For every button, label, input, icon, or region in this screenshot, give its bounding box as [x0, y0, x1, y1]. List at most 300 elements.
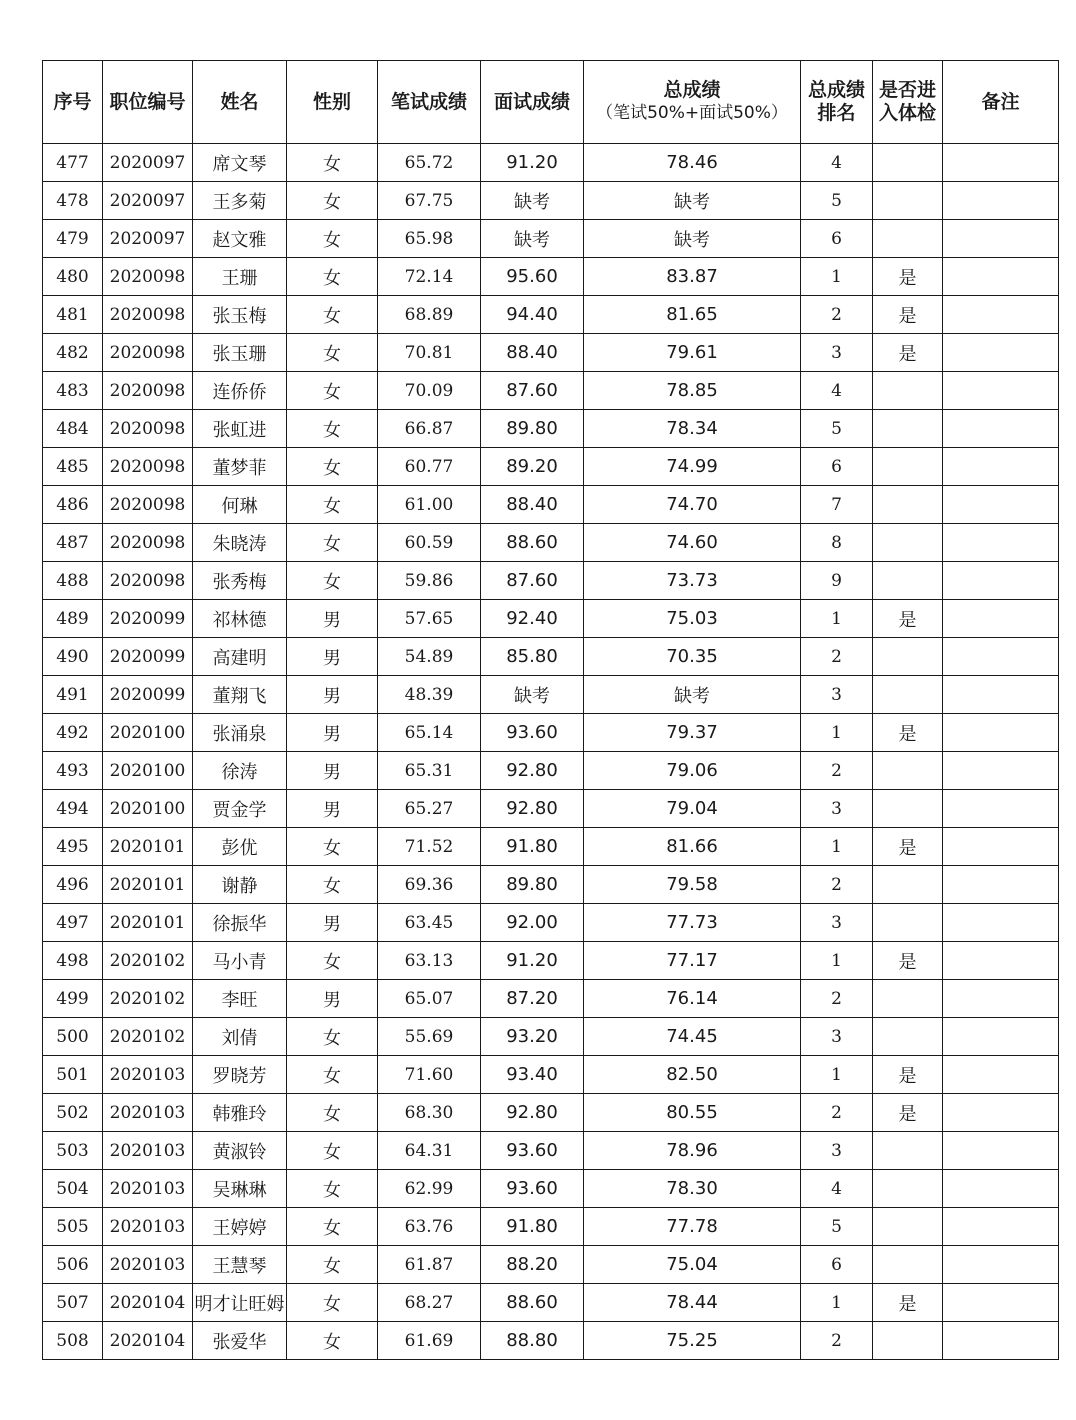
header-written-score: 笔试成绩	[378, 61, 481, 144]
cell-interview-score: 缺考	[481, 676, 584, 714]
cell-total-score: 81.66	[584, 828, 801, 866]
cell-interview-score: 88.20	[481, 1246, 584, 1284]
cell-interview-score: 缺考	[481, 220, 584, 258]
cell-physical-exam: 是	[873, 714, 943, 752]
cell-gender: 男	[287, 904, 378, 942]
cell-seq: 504	[43, 1170, 103, 1208]
cell-written-score: 65.27	[378, 790, 481, 828]
cell-remarks	[943, 1018, 1059, 1056]
cell-written-score: 68.30	[378, 1094, 481, 1132]
cell-total-score: 74.45	[584, 1018, 801, 1056]
cell-physical-exam	[873, 1246, 943, 1284]
cell-total-score: 77.73	[584, 904, 801, 942]
cell-written-score: 61.00	[378, 486, 481, 524]
table-row	[43, 942, 1059, 980]
cell-written-score: 65.07	[378, 980, 481, 1018]
cell-interview-score: 93.60	[481, 714, 584, 752]
cell-remarks	[943, 1132, 1059, 1170]
cell-name: 张虹进	[193, 410, 287, 448]
header-rank: 总成绩排名	[801, 61, 873, 144]
cell-name: 董翔飞	[193, 676, 287, 714]
table-row	[43, 182, 1059, 220]
table-row	[43, 1170, 1059, 1208]
cell-total-score: 79.58	[584, 866, 801, 904]
cell-seq: 489	[43, 600, 103, 638]
cell-physical-exam	[873, 638, 943, 676]
cell-gender: 男	[287, 600, 378, 638]
cell-remarks	[943, 524, 1059, 562]
cell-seq: 502	[43, 1094, 103, 1132]
cell-gender: 男	[287, 752, 378, 790]
cell-position-code: 2020101	[103, 828, 193, 866]
cell-position-code: 2020097	[103, 182, 193, 220]
score-sheet	[42, 60, 1058, 1360]
cell-position-code: 2020102	[103, 1018, 193, 1056]
cell-total-score: 70.35	[584, 638, 801, 676]
cell-interview-score: 93.40	[481, 1056, 584, 1094]
cell-remarks	[943, 866, 1059, 904]
cell-seq: 497	[43, 904, 103, 942]
cell-remarks	[943, 1284, 1059, 1322]
table-row	[43, 220, 1059, 258]
cell-remarks	[943, 676, 1059, 714]
cell-name: 徐涛	[193, 752, 287, 790]
cell-physical-exam	[873, 1322, 943, 1360]
cell-rank: 5	[801, 410, 873, 448]
cell-rank: 3	[801, 904, 873, 942]
cell-gender: 男	[287, 790, 378, 828]
table-row	[43, 714, 1059, 752]
table-row	[43, 1056, 1059, 1094]
cell-physical-exam	[873, 144, 943, 182]
table-row	[43, 486, 1059, 524]
cell-rank: 4	[801, 372, 873, 410]
cell-position-code: 2020097	[103, 220, 193, 258]
cell-total-score: 79.06	[584, 752, 801, 790]
table-row	[43, 448, 1059, 486]
cell-total-score: 79.61	[584, 334, 801, 372]
cell-name: 王珊	[193, 258, 287, 296]
table-row	[43, 790, 1059, 828]
cell-written-score: 55.69	[378, 1018, 481, 1056]
table-row	[43, 410, 1059, 448]
cell-rank: 7	[801, 486, 873, 524]
cell-gender: 女	[287, 1094, 378, 1132]
cell-written-score: 57.65	[378, 600, 481, 638]
cell-position-code: 2020103	[103, 1132, 193, 1170]
cell-written-score: 63.13	[378, 942, 481, 980]
cell-position-code: 2020098	[103, 448, 193, 486]
cell-total-score: 75.04	[584, 1246, 801, 1284]
cell-written-score: 68.27	[378, 1284, 481, 1322]
cell-name: 祁林德	[193, 600, 287, 638]
cell-seq: 505	[43, 1208, 103, 1246]
cell-name: 何琳	[193, 486, 287, 524]
cell-interview-score: 88.40	[481, 486, 584, 524]
cell-gender: 男	[287, 714, 378, 752]
cell-rank: 2	[801, 752, 873, 790]
header-name: 姓名	[193, 61, 287, 144]
cell-seq: 493	[43, 752, 103, 790]
cell-physical-exam	[873, 182, 943, 220]
cell-seq: 488	[43, 562, 103, 600]
cell-written-score: 48.39	[378, 676, 481, 714]
cell-seq: 492	[43, 714, 103, 752]
cell-remarks	[943, 828, 1059, 866]
cell-rank: 6	[801, 1246, 873, 1284]
cell-seq: 480	[43, 258, 103, 296]
cell-name: 王慧琴	[193, 1246, 287, 1284]
cell-name: 黄淑铃	[193, 1132, 287, 1170]
table-header	[43, 61, 1059, 144]
cell-remarks	[943, 790, 1059, 828]
cell-total-score: 75.25	[584, 1322, 801, 1360]
cell-physical-exam	[873, 1208, 943, 1246]
table-row	[43, 1246, 1059, 1284]
cell-interview-score: 缺考	[481, 182, 584, 220]
table-row	[43, 638, 1059, 676]
cell-remarks	[943, 980, 1059, 1018]
cell-name: 连侨侨	[193, 372, 287, 410]
cell-total-score: 75.03	[584, 600, 801, 638]
cell-seq: 498	[43, 942, 103, 980]
cell-gender: 女	[287, 866, 378, 904]
cell-interview-score: 89.20	[481, 448, 584, 486]
cell-position-code: 2020099	[103, 676, 193, 714]
cell-total-score: 78.96	[584, 1132, 801, 1170]
cell-gender: 女	[287, 524, 378, 562]
cell-gender: 女	[287, 1322, 378, 1360]
cell-position-code: 2020100	[103, 790, 193, 828]
cell-gender: 女	[287, 144, 378, 182]
cell-remarks	[943, 1322, 1059, 1360]
cell-remarks	[943, 296, 1059, 334]
cell-interview-score: 85.80	[481, 638, 584, 676]
cell-name: 明才让旺姆	[193, 1284, 287, 1322]
cell-physical-exam	[873, 676, 943, 714]
cell-total-score: 79.04	[584, 790, 801, 828]
cell-rank: 1	[801, 942, 873, 980]
cell-interview-score: 95.60	[481, 258, 584, 296]
cell-rank: 5	[801, 182, 873, 220]
cell-name: 赵文雅	[193, 220, 287, 258]
cell-position-code: 2020098	[103, 486, 193, 524]
cell-name: 高建明	[193, 638, 287, 676]
cell-name: 张玉梅	[193, 296, 287, 334]
cell-rank: 1	[801, 258, 873, 296]
cell-seq: 496	[43, 866, 103, 904]
cell-gender: 女	[287, 486, 378, 524]
cell-total-score: 83.87	[584, 258, 801, 296]
cell-written-score: 69.36	[378, 866, 481, 904]
cell-name: 吴琳琳	[193, 1170, 287, 1208]
header-physical-exam: 是否进入体检	[873, 61, 943, 144]
cell-written-score: 54.89	[378, 638, 481, 676]
cell-rank: 5	[801, 1208, 873, 1246]
cell-total-score: 74.70	[584, 486, 801, 524]
cell-remarks	[943, 220, 1059, 258]
cell-remarks	[943, 1208, 1059, 1246]
cell-gender: 女	[287, 220, 378, 258]
cell-position-code: 2020098	[103, 562, 193, 600]
cell-written-score: 67.75	[378, 182, 481, 220]
cell-rank: 3	[801, 790, 873, 828]
table-row	[43, 600, 1059, 638]
cell-position-code: 2020098	[103, 410, 193, 448]
cell-name: 徐振华	[193, 904, 287, 942]
cell-seq: 484	[43, 410, 103, 448]
cell-written-score: 60.77	[378, 448, 481, 486]
table-row	[43, 1208, 1059, 1246]
cell-physical-exam	[873, 372, 943, 410]
cell-seq: 483	[43, 372, 103, 410]
cell-gender: 女	[287, 828, 378, 866]
cell-total-score: 78.34	[584, 410, 801, 448]
cell-total-score: 73.73	[584, 562, 801, 600]
cell-gender: 女	[287, 1208, 378, 1246]
cell-gender: 女	[287, 1132, 378, 1170]
cell-physical-exam	[873, 220, 943, 258]
cell-rank: 2	[801, 296, 873, 334]
cell-position-code: 2020103	[103, 1056, 193, 1094]
cell-physical-exam	[873, 1018, 943, 1056]
cell-position-code: 2020099	[103, 638, 193, 676]
cell-written-score: 65.31	[378, 752, 481, 790]
header-total-formula: （笔试50%+面试50%）	[596, 103, 788, 123]
header-total-score	[584, 61, 801, 144]
cell-interview-score: 91.20	[481, 942, 584, 980]
table-row	[43, 372, 1059, 410]
cell-written-score: 68.89	[378, 296, 481, 334]
cell-seq: 486	[43, 486, 103, 524]
cell-interview-score: 87.20	[481, 980, 584, 1018]
table-row	[43, 258, 1059, 296]
cell-written-score: 60.59	[378, 524, 481, 562]
table-row	[43, 562, 1059, 600]
cell-name: 张秀梅	[193, 562, 287, 600]
cell-remarks	[943, 1094, 1059, 1132]
table-row	[43, 1322, 1059, 1360]
cell-name: 席文琴	[193, 144, 287, 182]
cell-interview-score: 88.60	[481, 524, 584, 562]
cell-position-code: 2020101	[103, 904, 193, 942]
cell-interview-score: 93.60	[481, 1170, 584, 1208]
cell-name: 李旺	[193, 980, 287, 1018]
cell-physical-exam	[873, 752, 943, 790]
cell-written-score: 61.87	[378, 1246, 481, 1284]
cell-interview-score: 87.60	[481, 372, 584, 410]
cell-physical-exam	[873, 904, 943, 942]
cell-gender: 女	[287, 410, 378, 448]
cell-seq: 479	[43, 220, 103, 258]
cell-physical-exam: 是	[873, 828, 943, 866]
cell-remarks	[943, 600, 1059, 638]
cell-interview-score: 91.80	[481, 1208, 584, 1246]
cell-position-code: 2020102	[103, 942, 193, 980]
table-row	[43, 676, 1059, 714]
table-row	[43, 1018, 1059, 1056]
cell-interview-score: 87.60	[481, 562, 584, 600]
cell-position-code: 2020104	[103, 1322, 193, 1360]
cell-interview-score: 92.80	[481, 752, 584, 790]
cell-rank: 1	[801, 600, 873, 638]
cell-physical-exam	[873, 524, 943, 562]
cell-interview-score: 92.80	[481, 1094, 584, 1132]
cell-remarks	[943, 448, 1059, 486]
cell-interview-score: 91.80	[481, 828, 584, 866]
cell-physical-exam: 是	[873, 1094, 943, 1132]
cell-seq: 506	[43, 1246, 103, 1284]
results-table	[42, 60, 1059, 1360]
cell-remarks	[943, 714, 1059, 752]
cell-total-score: 78.30	[584, 1170, 801, 1208]
header-total-label: 总成绩	[663, 79, 721, 101]
cell-seq: 501	[43, 1056, 103, 1094]
cell-name: 王婷婷	[193, 1208, 287, 1246]
cell-written-score: 63.45	[378, 904, 481, 942]
cell-name: 韩雅玲	[193, 1094, 287, 1132]
cell-interview-score: 92.80	[481, 790, 584, 828]
cell-remarks	[943, 410, 1059, 448]
cell-total-score: 77.17	[584, 942, 801, 980]
table-row	[43, 144, 1059, 182]
cell-gender: 女	[287, 372, 378, 410]
cell-position-code: 2020103	[103, 1170, 193, 1208]
cell-rank: 4	[801, 144, 873, 182]
cell-position-code: 2020104	[103, 1284, 193, 1322]
cell-physical-exam	[873, 790, 943, 828]
cell-rank: 4	[801, 1170, 873, 1208]
cell-gender: 女	[287, 1170, 378, 1208]
table-row	[43, 904, 1059, 942]
cell-rank: 8	[801, 524, 873, 562]
cell-remarks	[943, 144, 1059, 182]
cell-interview-score: 89.80	[481, 866, 584, 904]
header-gender: 性别	[287, 61, 378, 144]
cell-physical-exam	[873, 486, 943, 524]
cell-interview-score: 88.40	[481, 334, 584, 372]
cell-seq: 495	[43, 828, 103, 866]
cell-name: 董梦菲	[193, 448, 287, 486]
cell-interview-score: 92.00	[481, 904, 584, 942]
cell-remarks	[943, 942, 1059, 980]
cell-remarks	[943, 638, 1059, 676]
cell-total-score: 81.65	[584, 296, 801, 334]
cell-seq: 485	[43, 448, 103, 486]
cell-position-code: 2020098	[103, 258, 193, 296]
cell-rank: 2	[801, 638, 873, 676]
cell-written-score: 62.99	[378, 1170, 481, 1208]
cell-written-score: 66.87	[378, 410, 481, 448]
header-remarks: 备注	[943, 61, 1059, 144]
cell-interview-score: 91.20	[481, 144, 584, 182]
table-row	[43, 1094, 1059, 1132]
cell-rank: 3	[801, 1132, 873, 1170]
cell-remarks	[943, 1246, 1059, 1284]
cell-gender: 女	[287, 448, 378, 486]
cell-gender: 女	[287, 1246, 378, 1284]
cell-rank: 2	[801, 1094, 873, 1132]
cell-written-score: 63.76	[378, 1208, 481, 1246]
cell-seq: 499	[43, 980, 103, 1018]
cell-position-code: 2020098	[103, 524, 193, 562]
header-interview-score: 面试成绩	[481, 61, 584, 144]
cell-physical-exam	[873, 448, 943, 486]
cell-gender: 女	[287, 942, 378, 980]
cell-interview-score: 88.80	[481, 1322, 584, 1360]
cell-gender: 女	[287, 1018, 378, 1056]
table-row	[43, 524, 1059, 562]
cell-remarks	[943, 258, 1059, 296]
cell-written-score: 70.09	[378, 372, 481, 410]
header-row	[43, 61, 1059, 144]
table-row	[43, 334, 1059, 372]
cell-written-score: 70.81	[378, 334, 481, 372]
cell-name: 谢静	[193, 866, 287, 904]
cell-seq: 478	[43, 182, 103, 220]
cell-seq: 494	[43, 790, 103, 828]
cell-rank: 1	[801, 714, 873, 752]
cell-physical-exam	[873, 980, 943, 1018]
cell-physical-exam: 是	[873, 600, 943, 638]
cell-physical-exam	[873, 1132, 943, 1170]
cell-rank: 3	[801, 1018, 873, 1056]
cell-physical-exam	[873, 562, 943, 600]
cell-total-score: 缺考	[584, 220, 801, 258]
cell-total-score: 缺考	[584, 182, 801, 220]
cell-name: 王多菊	[193, 182, 287, 220]
cell-remarks	[943, 562, 1059, 600]
cell-position-code: 2020098	[103, 334, 193, 372]
cell-total-score: 74.99	[584, 448, 801, 486]
cell-gender: 男	[287, 980, 378, 1018]
table-row	[43, 296, 1059, 334]
cell-seq: 477	[43, 144, 103, 182]
cell-interview-score: 88.60	[481, 1284, 584, 1322]
table-row	[43, 1132, 1059, 1170]
cell-physical-exam: 是	[873, 942, 943, 980]
cell-total-score: 79.37	[584, 714, 801, 752]
cell-total-score: 78.85	[584, 372, 801, 410]
cell-total-score: 82.50	[584, 1056, 801, 1094]
cell-name: 朱晓涛	[193, 524, 287, 562]
cell-gender: 女	[287, 182, 378, 220]
cell-gender: 女	[287, 334, 378, 372]
cell-rank: 2	[801, 980, 873, 1018]
cell-gender: 女	[287, 562, 378, 600]
cell-written-score: 72.14	[378, 258, 481, 296]
cell-seq: 490	[43, 638, 103, 676]
cell-rank: 2	[801, 1322, 873, 1360]
cell-written-score: 61.69	[378, 1322, 481, 1360]
cell-name: 贾金学	[193, 790, 287, 828]
cell-rank: 1	[801, 1284, 873, 1322]
cell-physical-exam	[873, 410, 943, 448]
cell-physical-exam: 是	[873, 334, 943, 372]
table-body	[43, 144, 1059, 1360]
cell-rank: 1	[801, 1056, 873, 1094]
cell-gender: 男	[287, 638, 378, 676]
cell-remarks	[943, 372, 1059, 410]
table-row	[43, 866, 1059, 904]
cell-name: 张玉珊	[193, 334, 287, 372]
cell-name: 马小青	[193, 942, 287, 980]
cell-seq: 507	[43, 1284, 103, 1322]
cell-position-code: 2020099	[103, 600, 193, 638]
cell-interview-score: 92.40	[481, 600, 584, 638]
cell-gender: 女	[287, 296, 378, 334]
cell-written-score: 59.86	[378, 562, 481, 600]
